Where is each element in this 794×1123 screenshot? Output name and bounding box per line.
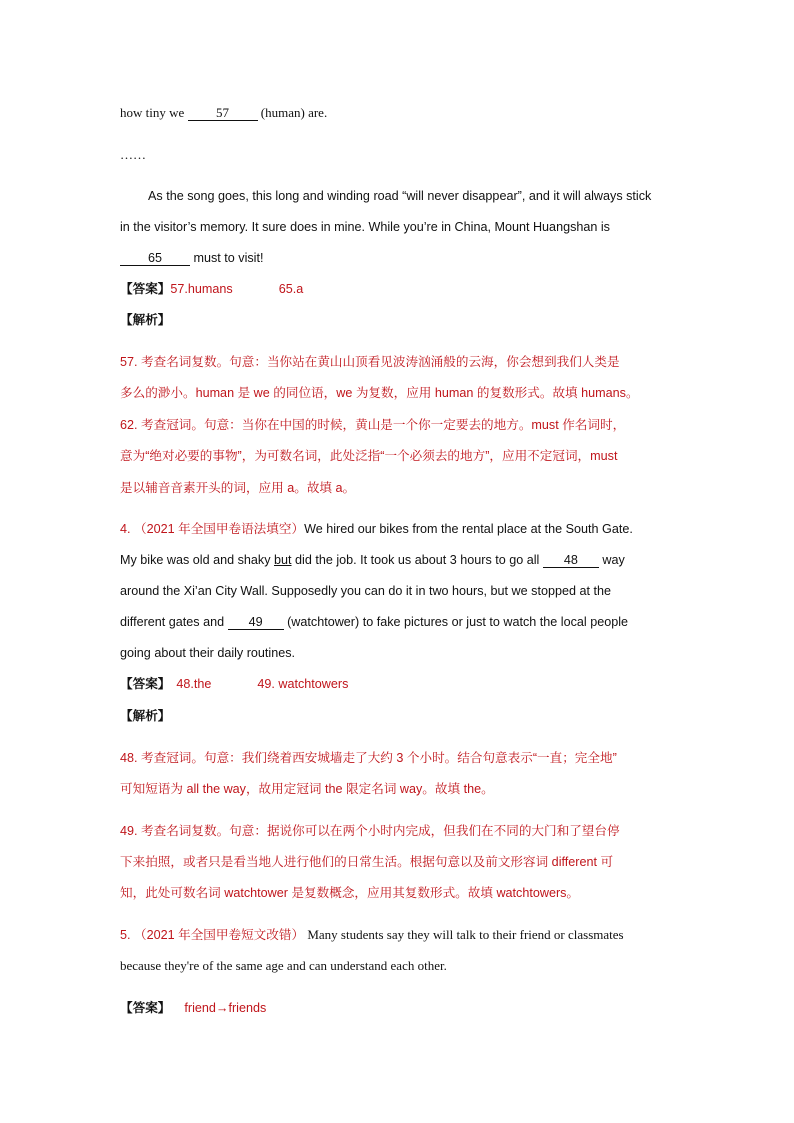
analysis-label: 【解析】 — [120, 709, 171, 723]
passage-line: in the visitor’s memory. It sure does in mine. While you’re in China, Mount Huangshan is — [120, 220, 610, 234]
question-source: （2021 年全国甲卷短文改错） — [134, 928, 305, 942]
answer-label: 【答案】 — [120, 282, 171, 296]
analysis-label: 【解析】 — [120, 313, 171, 327]
answer-line: 【答案】 friend→friends — [120, 1001, 267, 1015]
answer-line: 【答案】 48.the 49. watchtowers — [120, 677, 349, 691]
passage-line: 65 must to visit! — [120, 249, 263, 267]
analysis-line: 多么的渺小。human 是 we 的同位语，we 为复数，应用 human 的复数形式。故填 humans。 — [120, 386, 639, 400]
analysis-line: 62. 考查冠词。句意：当你在中国的时候，黄山是一个你一定要去的地方。must 作名词时， — [120, 418, 626, 432]
passage-line: because they're of the same age and can understand each other. — [120, 958, 447, 973]
analysis-line: 48. 考查冠词。句意：我们绕着西安城墙走了大约 3 个小时。结合句意表示“一直；完全地” — [120, 751, 617, 765]
passage-line: different gates and 49 (watchtower) to fake pictures or just to watch the local people — [120, 615, 629, 629]
analysis-line: 49. 考查名词复数。句意：据说你可以在两个小时内完成，但我们在不同的大门和了望台停 — [120, 824, 620, 838]
analysis-line: 是以辅音音素开头的词，应用 a。故填 a。 — [120, 481, 356, 495]
question-source: （2021 年全国甲卷语法填空） — [134, 522, 305, 536]
passage-line: going about their daily routines. — [120, 646, 296, 660]
blank-57: 57 — [188, 106, 258, 121]
analysis-line: 知，此处可数名词 watchtower 是复数概念，应用其复数形式。故填 watchtowers。 — [120, 886, 580, 900]
blank-48: 48 — [543, 553, 599, 568]
passage-line: As the song goes, this long and winding road “will never disappear”, and it will always stick — [148, 189, 652, 203]
passage-line: around the Xi’an City Wall. Supposedly you can do it in two hours, but we stopped at the — [120, 584, 611, 598]
passage-line: My bike was old and shaky but did the job. It took us about 3 hours to go all 48 way — [120, 553, 625, 567]
blank-65: 65 — [120, 251, 190, 266]
answer-label: 【答案】 — [120, 677, 171, 691]
passage-line: how tiny we 57 (human) are. — [120, 105, 328, 120]
answer-label: 【答案】 — [120, 1001, 171, 1015]
question-4: 4. （2021 年全国甲卷语法填空）We hired our bikes from the rental place at the South Gate. — [120, 522, 633, 536]
blank-49: 49 — [228, 615, 284, 630]
analysis-line: 57. 考查名词复数。句意：当你站在黄山山顶看见波涛汹涌般的云海，你会想到我们人类是 — [120, 355, 620, 369]
analysis-line: 下来拍照，或者只是看当地人进行他们的日常生活。根据句意以及前文形容词 different 可 — [120, 855, 614, 869]
ellipsis: …… — [120, 147, 146, 162]
analysis-line: 可知短语为 all the way，故用定冠词 the 限定名词 way。故填 the。 — [120, 782, 494, 796]
question-5: 5. （2021 年全国甲卷短文改错） Many students say they will talk to their friend or classmates — [120, 927, 624, 942]
answer-line: 【答案】57.humans 65.a — [120, 282, 304, 296]
analysis-line: 意为“绝对必要的事物”，为可数名词，此处泛指“一个必须去的地方”，应用不定冠词，must — [120, 449, 618, 463]
